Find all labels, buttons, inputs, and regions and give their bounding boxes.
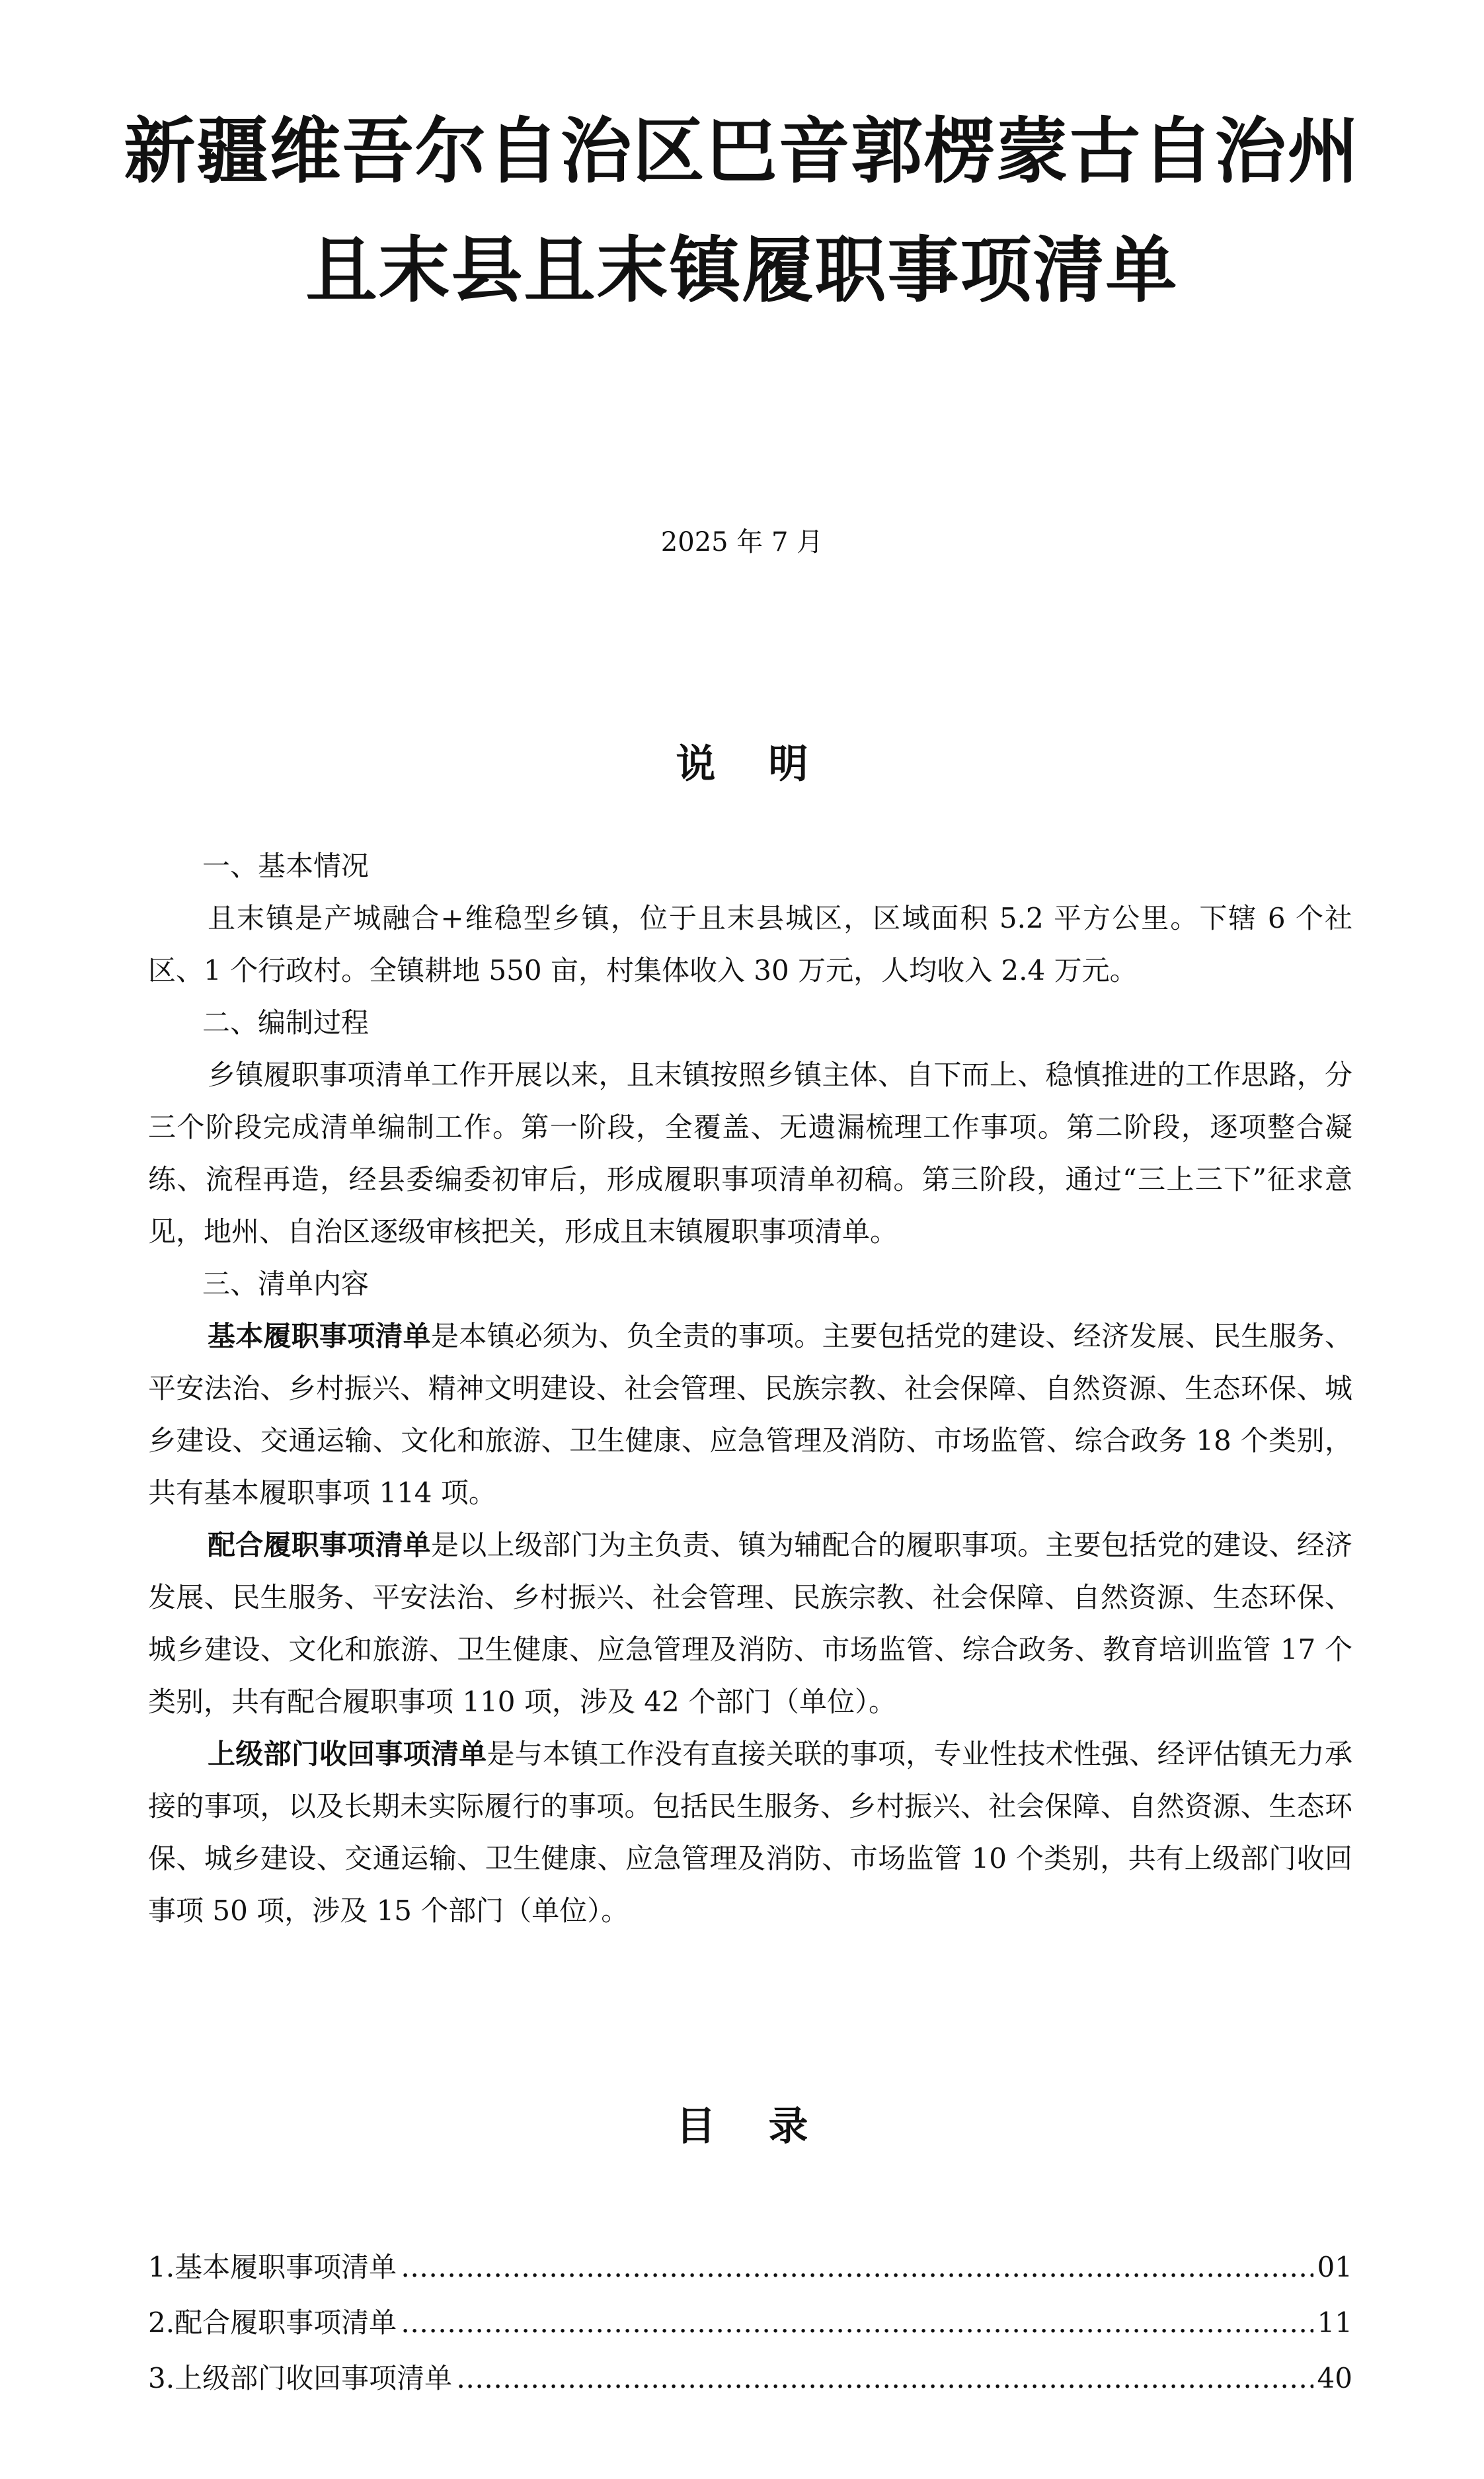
toc-item[interactable] xyxy=(148,2357,1352,2412)
paragraph-text: 乡镇履职事项清单工作开展以来，且末镇按照乡镇主体、自下而上、稳慎推进的工作思路，分三个阶段完成清单编制工作。第一阶段，全覆盖、无遗漏梳理工作事项。第二阶段，逐项整合凝练、流程再造，经县委编委初审后，形成履职事项清单初稿。第三阶段，通过“三上三下”征求意见，地州、自治区逐级审核把关，形成且末镇履职事项清单。 xyxy=(148,1059,1352,1248)
title-line-2: 且末县且末镇履职事项清单 xyxy=(305,229,1179,312)
document-title xyxy=(0,93,1484,331)
paragraph-coop-list xyxy=(148,1519,1352,1728)
toc-leader-dots xyxy=(456,2362,1313,2394)
paragraph-recall-list xyxy=(148,1728,1352,1937)
paragraph-text: 是与本镇工作没有直接关联的事项，专业性技术性强、经评估镇无力承接的事项，以及长期未实际履行的事项。包括民生服务、乡村振兴、社会保障、自然资源、生态环保、城乡建设、交通运输、卫生健康、应急管理及消防、市场监管 10 个类别，共有上级部门收回事项 50 项，涉及 15 个部门（单位）。 xyxy=(148,1738,1352,1927)
subheading-basic-info: 一、基本情况 xyxy=(202,850,370,882)
toc-leader-dots xyxy=(401,2306,1313,2339)
toc-item-page: 11 xyxy=(1317,2306,1352,2339)
toc-item-page: 01 xyxy=(1317,2251,1352,2283)
intro-heading: 说明 xyxy=(676,741,861,788)
toc-item-label: 3.上级部门收回事项清单 xyxy=(148,2362,453,2394)
paragraph-text: 是本镇必须为、负全责的事项。主要包括党的建设、经济发展、民生服务、平安法治、乡村振兴、精神文明建设、社会管理、民族宗教、社会保障、自然资源、生态环保、城乡建设、交通运输、文化和旅游、卫生健康、应急管理及消防、市场监管、综合政务 18 个类别，共有基本履职事项 114 项。 xyxy=(148,1320,1352,1509)
subheading-process: 二、编制过程 xyxy=(202,1006,370,1039)
subheading-content: 三、清单内容 xyxy=(202,1268,370,1300)
intro-body xyxy=(148,840,1352,1937)
toc-item-label: 2.配合履职事项清单 xyxy=(148,2306,397,2339)
paragraph-basic-list xyxy=(148,1310,1352,1519)
paragraph-process xyxy=(148,1049,1352,1258)
paragraph-lead: 上级部门收回事项清单 xyxy=(208,1738,487,1770)
toc-leader-dots xyxy=(401,2251,1313,2283)
toc-item-page: 40 xyxy=(1317,2362,1352,2394)
paragraph-text: 且末镇是产城融合+维稳型乡镇，位于且末县城区，区域面积 5.2 平方公里。下辖 6 个社区、1 个行政村。全镇耕地 550 亩，村集体收入 30 万元，人均收入 2.4 万元。 xyxy=(148,902,1352,987)
paragraph-text: 是以上级部门为主负责、镇为辅配合的履职事项。主要包括党的建设、经济发展、民生服务、平安法治、乡村振兴、社会管理、民族宗教、社会保障、自然资源、生态环保、城乡建设、文化和旅游、卫生健康、应急管理及消防、市场监管、综合政务、教育培训监管 17 个类别，共有配合履职事项 110 项，涉及 42 个部门（单位）。 xyxy=(148,1529,1352,1718)
toc-item[interactable] xyxy=(148,2301,1352,2357)
toc-heading: 目录 xyxy=(676,2103,861,2150)
toc-item[interactable] xyxy=(148,2246,1352,2301)
title-line-1: 新疆维吾尔自治区巴音郭楞蒙古自治州 xyxy=(124,110,1360,193)
paragraph-basic-info xyxy=(148,892,1352,996)
table-of-contents xyxy=(148,2246,1352,2412)
paragraph-lead: 基本履职事项清单 xyxy=(208,1320,431,1352)
paragraph-lead: 配合履职事项清单 xyxy=(208,1529,431,1561)
toc-item-label: 1.基本履职事项清单 xyxy=(148,2251,397,2283)
document-date: 2025 年 7 月 xyxy=(660,527,824,557)
